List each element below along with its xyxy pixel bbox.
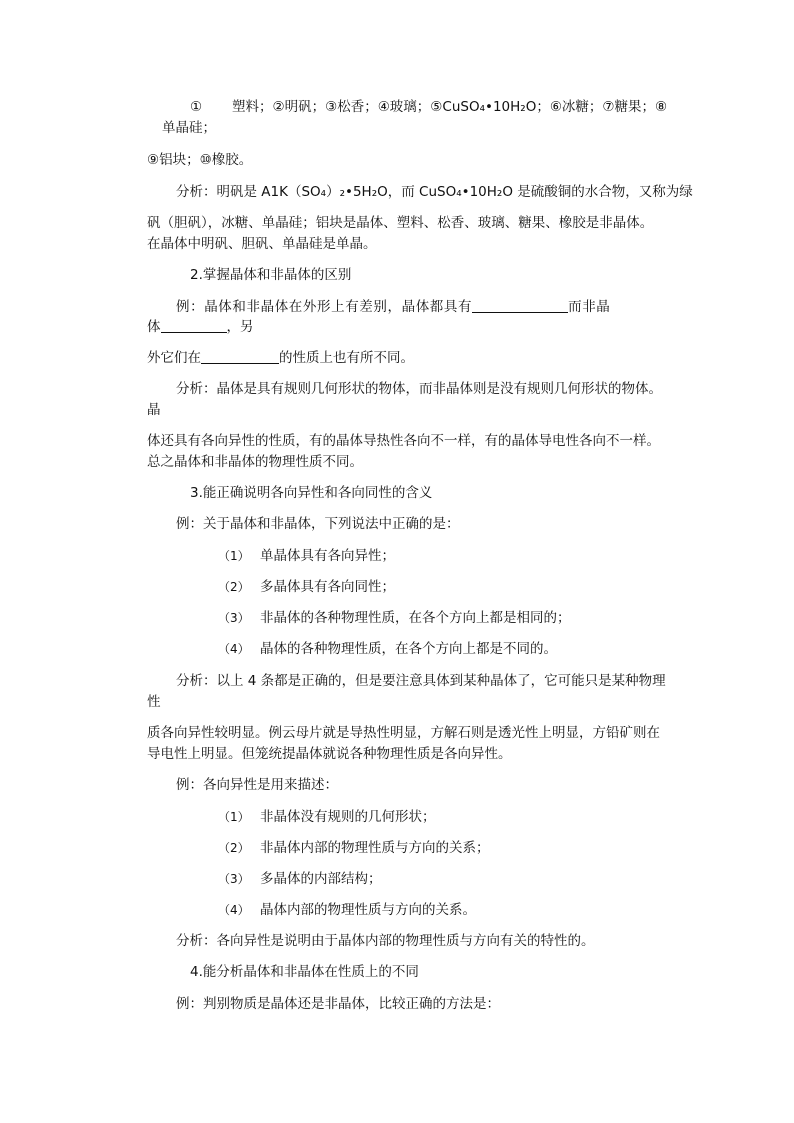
analysis-text: 矾（胆矾），冰糖、单晶硅；铝块是晶体、塑料、松香、玻璃、糖果、橡胶是非晶体。 <box>147 215 654 231</box>
example-text-part: ，另 <box>226 319 254 335</box>
fill-blank <box>161 318 227 333</box>
option-number: （1） <box>218 810 250 824</box>
option-number: （1） <box>218 549 250 563</box>
section-heading: 4.能分析晶体和非晶体在性质上的不同 <box>190 964 419 980</box>
analysis-text: 分析：明矾是 A1K（SO₄）₂•5H₂O，而 CuSO₄•10H₂O 是硫酸铜的水合物，又称为绿 <box>176 184 693 200</box>
example-text-part: 的性质上也有所不同。 <box>279 350 414 366</box>
analysis-text: 晶 <box>147 402 161 418</box>
example-text <box>176 298 610 316</box>
option-text: 多晶体具有各向同性； <box>260 579 395 595</box>
example-text-part: 例：晶体和非晶体在外形上有差别，晶体都具有 <box>176 299 473 315</box>
example-text-part: 体 <box>147 319 161 335</box>
option-text: 非晶体的各种物理性质，在各个方向上都是相同的； <box>260 610 571 626</box>
example-text: 例：判别物质是晶体还是非晶体，比较正确的方法是： <box>176 996 500 1012</box>
option-number: （4） <box>218 642 250 656</box>
example-text: 例：各向异性是用来描述： <box>176 777 338 793</box>
option-text: 非晶体没有规则的几何形状； <box>260 809 436 825</box>
option-text: 多晶体的内部结构； <box>260 871 382 887</box>
example-text-part: 而非晶 <box>568 299 611 315</box>
example-text: 例：关于晶体和非晶体，下列说法中正确的是： <box>176 516 460 532</box>
option-number: （2） <box>218 841 250 855</box>
analysis-text: 质各向异性较明显。例云母片就是导热性明显，方解石则是透光性上明显，方铅矿则在 <box>147 725 660 741</box>
analysis-text: 性 <box>147 694 161 710</box>
analysis-text: 分析：以上 4 条都是正确的，但是要注意具体到某种晶体了，它可能只是某种物理 <box>176 673 666 689</box>
text-line: 单晶硅； <box>162 120 216 136</box>
option-number: （2） <box>218 580 250 594</box>
text-line: 塑料；②明矾；③松香；④玻璃；⑤CuSO₄•10H₂O；⑥冰糖；⑦糖果；⑧ <box>232 99 668 115</box>
example-text-part: 外它们在 <box>147 350 201 366</box>
option-text: 晶体的各种物理性质，在各个方向上都是不同的。 <box>260 641 557 657</box>
analysis-text: 体还具有各向异性的性质，有的晶体导热性各向不一样，有的晶体导电性各向不一样。 <box>147 433 660 449</box>
fill-blank <box>472 298 568 313</box>
section-heading: 3.能正确说明各向异性和各向同性的含义 <box>190 485 433 501</box>
analysis-text: 导电性上明显。但笼统提晶体就说各种物理性质是各向异性。 <box>147 746 512 762</box>
fill-blank <box>201 349 279 364</box>
text-line: ⑨铝块；⑩橡胶。 <box>147 152 253 168</box>
example-text <box>147 318 254 336</box>
analysis-text: 总之晶体和非晶体的物理性质不同。 <box>147 454 363 470</box>
analysis-text: 在晶体中明矾、胆矾、单晶硅是单晶。 <box>147 236 377 252</box>
option-number: （3） <box>218 872 250 886</box>
option-number: （3） <box>218 611 250 625</box>
example-text <box>147 349 414 367</box>
option-text: 非晶体内部的物理性质与方向的关系； <box>260 840 490 856</box>
option-text: 晶体内部的物理性质与方向的关系。 <box>260 902 476 918</box>
analysis-text: 分析：晶体是具有规则几何形状的物体，而非晶体则是没有规则几何形状的物体。 <box>176 381 662 397</box>
section-heading: 2.掌握晶体和非晶体的区别 <box>190 267 352 283</box>
analysis-text: 分析：各向异性是说明由于晶体内部的物理性质与方向有关的特性的。 <box>176 933 595 949</box>
list-marker: ① <box>190 99 203 115</box>
option-text: 单晶体具有各向异性； <box>260 548 395 564</box>
option-number: （4） <box>218 903 250 917</box>
